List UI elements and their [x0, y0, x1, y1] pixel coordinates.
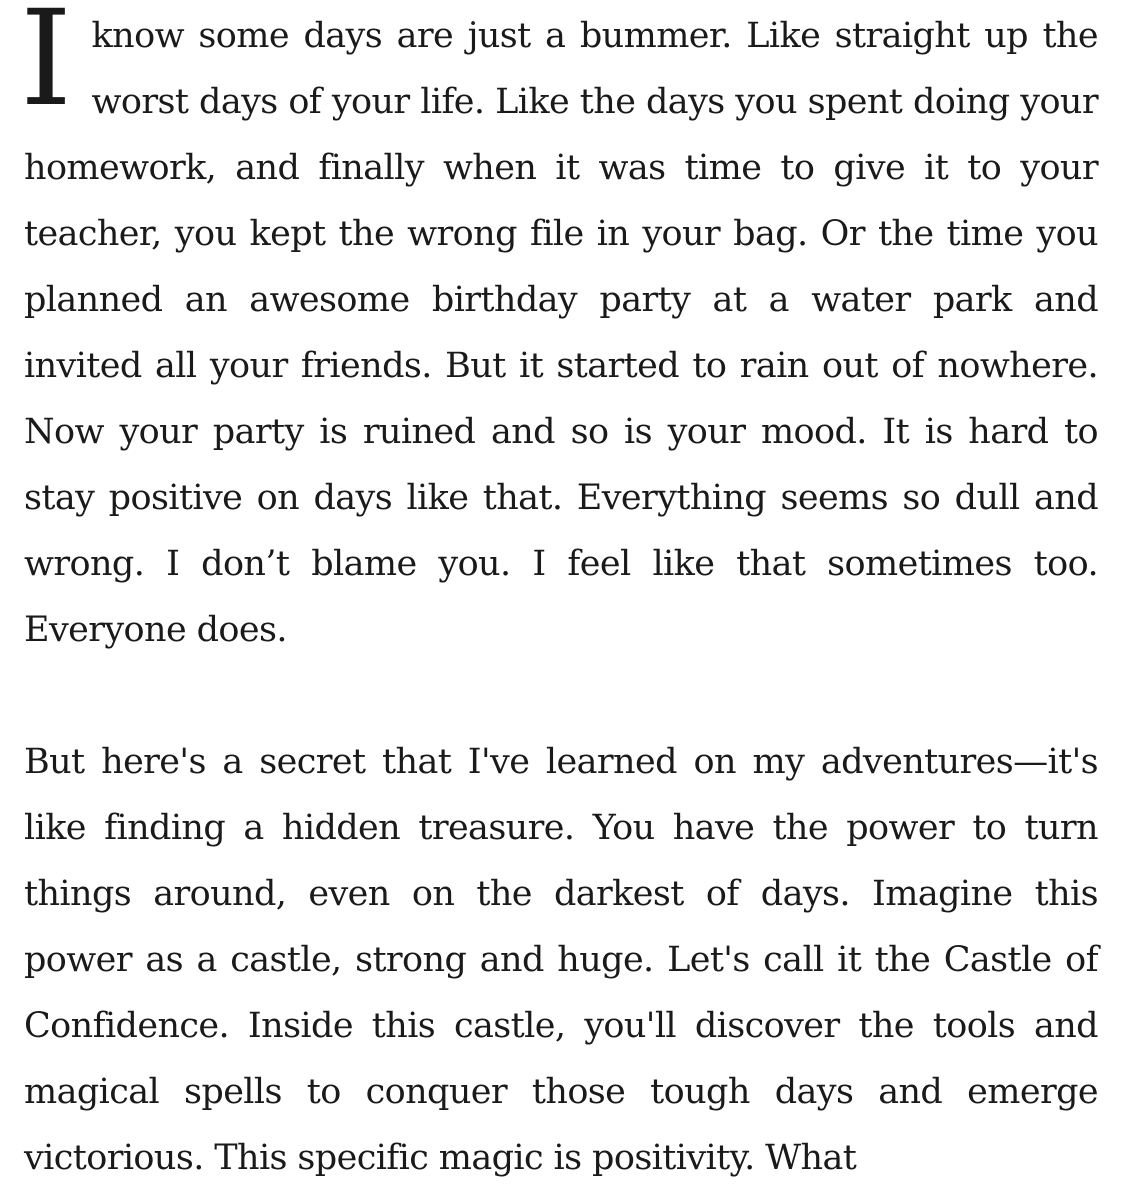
paragraph-2: [24, 729, 1098, 1191]
page-text: [20, 0, 1098, 1191]
paragraph-1: [20, 0, 1098, 663]
paragraph-1-text: know some days are just a bummer. Like straight up the worst days of your life. Like the days you spent doing your homework, and finally when it was time to give it to your teacher, you kept the wrong file in your bag. Or the time you planned an awesome birthday party at a water park and invited all your friends. But it started to rain out of nowhere. Now your party is ruined and so is your mood. It is hard to stay positive on days like that. Everything seems so dull and wrong. I don’t blame you. I feel like that sometimes too. Everyone does.: [24, 16, 1098, 650]
drop-cap: I: [20, 0, 72, 136]
paragraph-2-text: But here's a secret that I've learned on my adventures—it's like finding a hidden treasure. You have the power to turn things around, even on the darkest of days. Imagine this power as a castle, strong and huge. Let's call it the Castle of Confidence. Inside this castle, you'll discover the tools and magical spells to conquer those tough days and emerge victorious. This specific magic is positivity. What: [24, 742, 1098, 1178]
